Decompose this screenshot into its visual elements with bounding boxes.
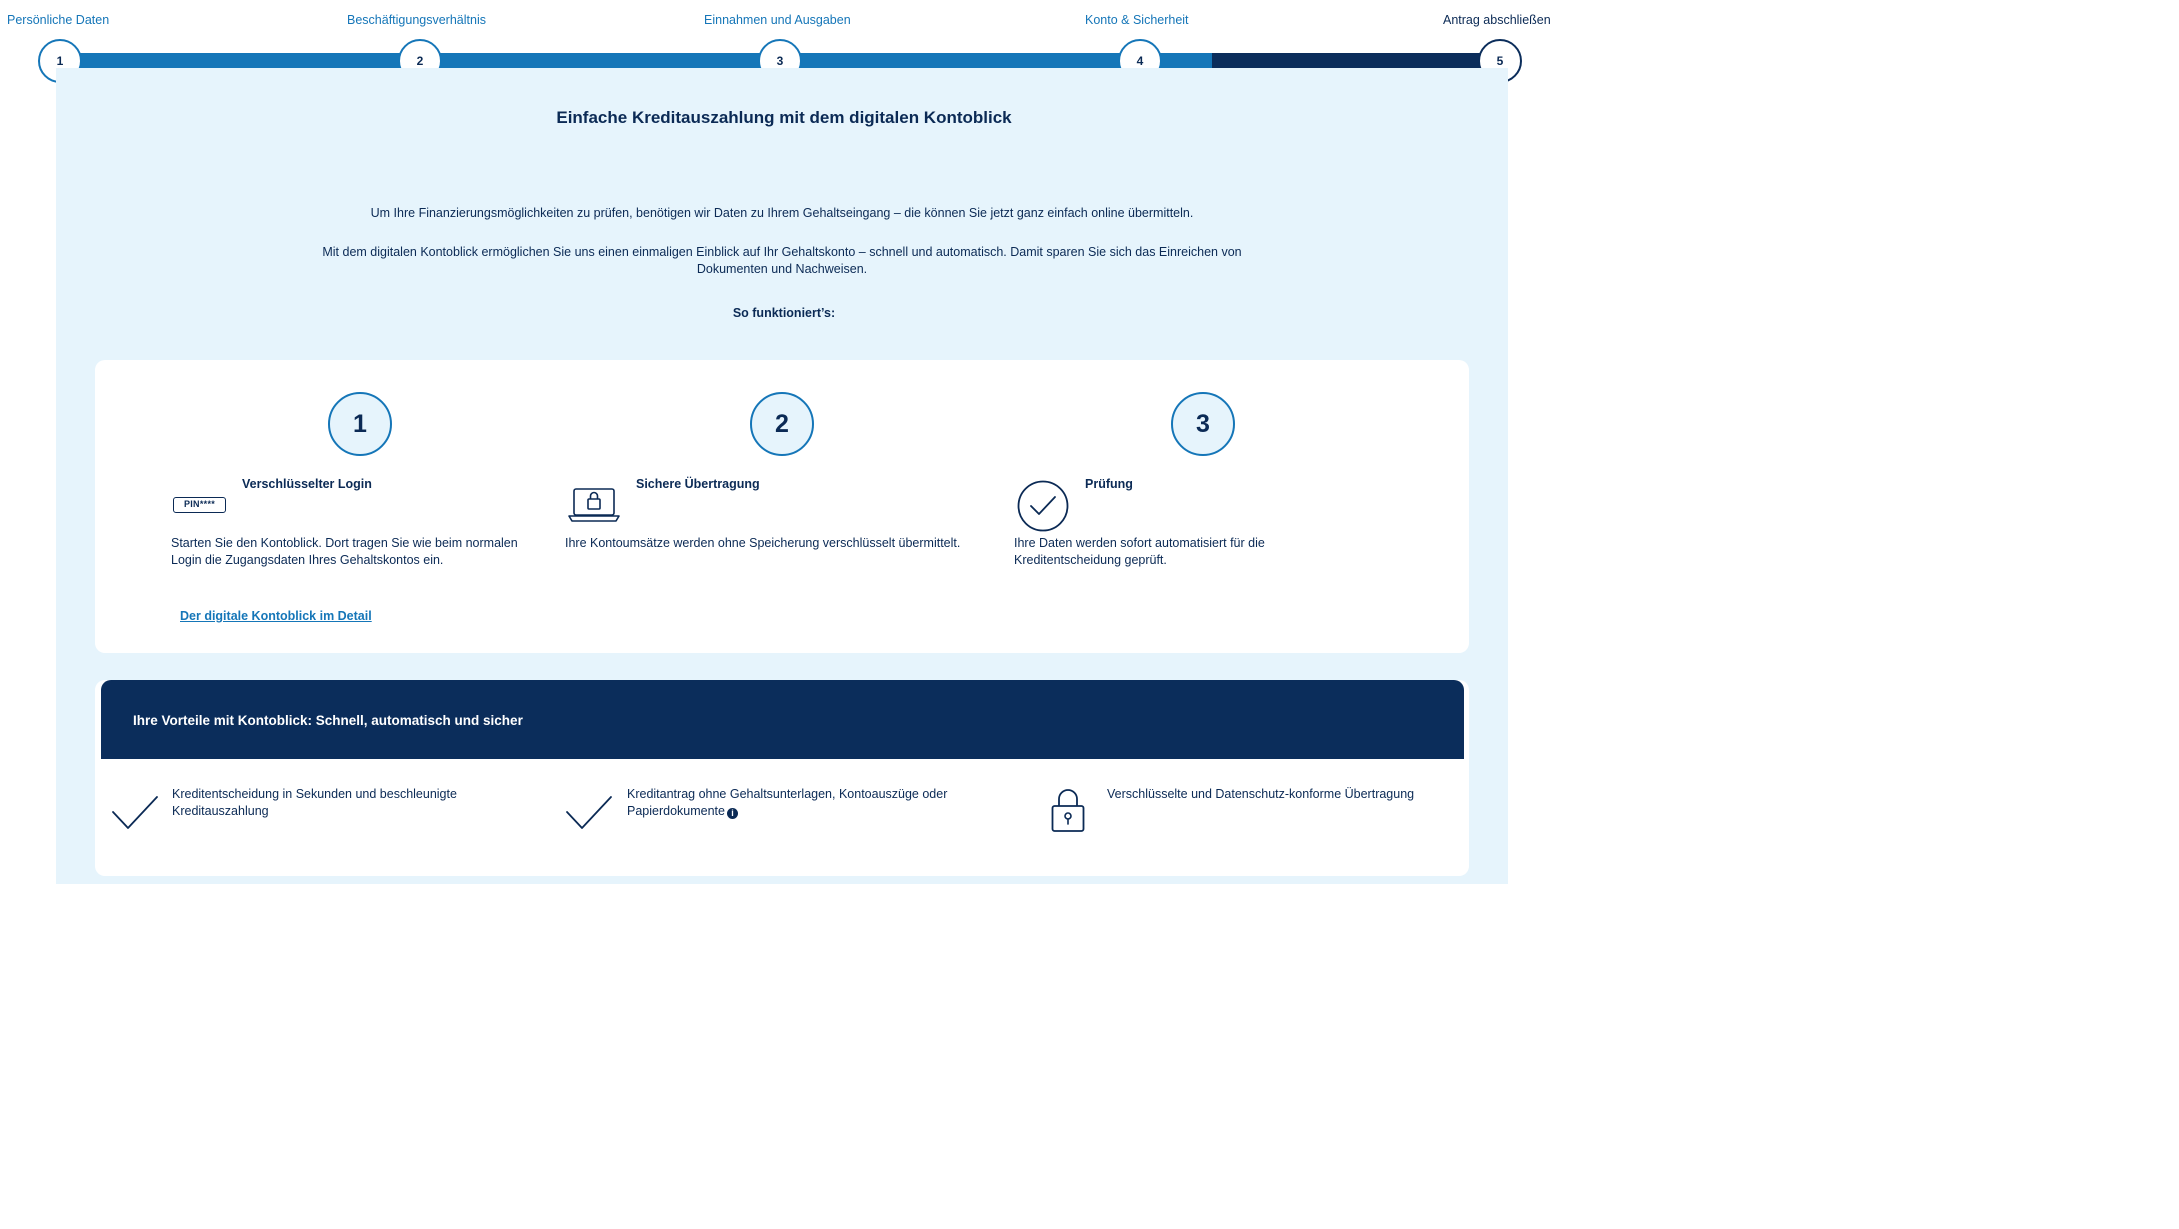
step-label-einnahmen-ausgaben[interactable]: Einnahmen und Ausgaben	[704, 13, 851, 27]
step-label-konto-sicherheit[interactable]: Konto & Sicherheit	[1085, 13, 1189, 27]
how-step-title-transfer: Sichere Übertragung	[636, 477, 760, 491]
how-step-number-3: 3	[1171, 392, 1235, 456]
checkmark-icon	[564, 792, 614, 832]
how-step-text-transfer: Ihre Kontoumsätze werden ohne Speicherung verschlüsselt übermittelt.	[565, 536, 961, 550]
how-step-number-1: 1	[328, 392, 392, 456]
benefit-text-fast-decision: Kreditentscheidung in Sekunden und beschleunigte Kreditauszahlung	[172, 787, 457, 818]
info-icon[interactable]: i	[727, 808, 738, 819]
progress-track-completed	[60, 53, 1212, 68]
benefit-text-no-documents-label: Kreditantrag ohne Gehaltsunterlagen, Kontoauszüge oder Papierdokumente	[627, 787, 948, 818]
check-circle-icon	[1016, 479, 1070, 533]
how-step-number-2: 2	[750, 392, 814, 456]
step-label-antrag-abschliessen: Antrag abschließen	[1443, 13, 1551, 27]
step-circle-3[interactable]: 3	[758, 39, 802, 83]
step-label-persoenliche-daten[interactable]: Persönliche Daten	[7, 13, 110, 27]
how-step-title-login: Verschlüsselter Login	[242, 477, 372, 491]
how-step-text-login: Starten Sie den Kontoblick. Dort tragen Sie wie beim normalen Login die Zugangsdaten Ihres Gehaltskontos ein.	[171, 536, 518, 567]
page-title: Einfache Kreditauszahlung mit dem digitalen Kontoblick	[556, 108, 1012, 127]
checkmark-icon	[110, 792, 160, 832]
benefit-text-no-documents	[627, 786, 987, 820]
pin-card-icon: PIN****	[173, 497, 226, 513]
benefit-text-secure-transfer: Verschlüsselte und Datenschutz-konforme Übertragung	[1107, 787, 1415, 801]
intro-paragraph-1: Um Ihre Finanzierungsmöglichkeiten zu prüfen, benötigen wir Daten zu Ihrem Gehaltseingang – die können Sie jetzt ganz einfach online übermitteln.	[370, 206, 1194, 220]
how-step-title-check: Prüfung	[1085, 477, 1133, 491]
step-label-beschaeftigung[interactable]: Beschäftigungsverhältnis	[347, 13, 486, 27]
benefits-title: Ihre Vorteile mit Kontoblick: Schnell, automatisch und sicher	[133, 713, 523, 728]
step-circle-4[interactable]: 4	[1118, 39, 1162, 83]
how-step-text-check: Ihre Daten werden sofort automatisiert für die Kreditentscheidung geprüft.	[1014, 536, 1265, 567]
kontoblick-detail-link[interactable]: Der digitale Kontoblick im Detail	[180, 609, 372, 623]
step-circle-2[interactable]: 2	[398, 39, 442, 83]
step-circle-1[interactable]: 1	[38, 39, 82, 83]
intro-paragraph-2: Mit dem digitalen Kontoblick ermöglichen Sie uns einen einmaligen Einblick auf Ihr Gehaltskonto – schnell und automatisch. Damit sparen Sie sich das Einreichen von Dokumenten und Nachweisen.	[322, 245, 1242, 276]
progress-track-remaining	[1212, 53, 1499, 68]
padlock-icon	[1050, 788, 1086, 834]
step-circle-5-current: 5	[1478, 39, 1522, 83]
how-it-works-title: So funktioniert’s:	[732, 306, 836, 320]
laptop-lock-icon	[567, 487, 621, 523]
